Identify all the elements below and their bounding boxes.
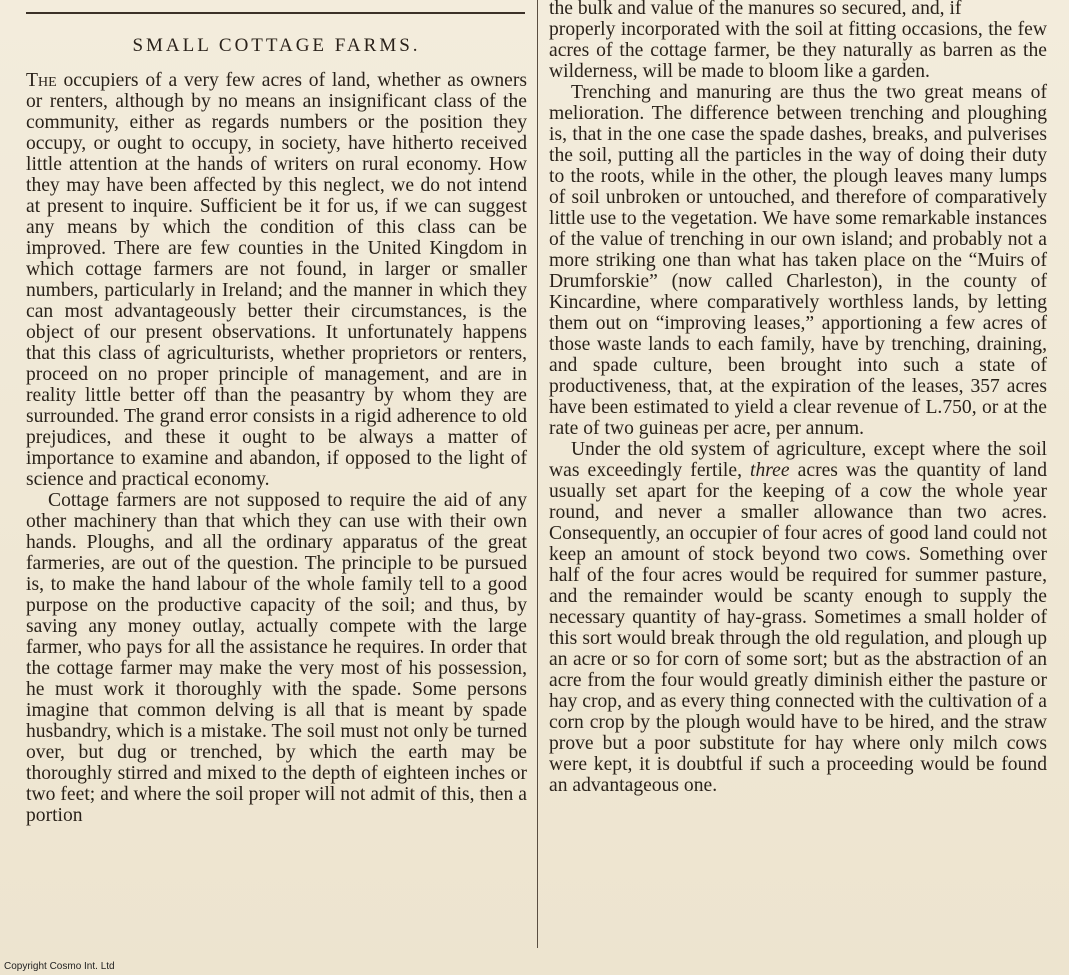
paragraph-4: Trenching and manuring are thus the two great means of melioration. The difference between trenching and ploughing is, that in the one case the spade dashes, breaks, and pulverises the soil, putting all the particles in the way of doing their duty to the roots, while in the other, the plough leaves many lumps of soil unbroken or untouched, and therefore of comparatively little use to the vegetation. We have some remarkable instances of the value of trenching in our own island; and probably not a more striking one than what has taken place on the “Muirs of Drumforskie” (now called Charleston), in the county of Kincardine, where comparatively worthless lands, by letting them out on “improving leases,” apportioning a few acres of those waste lands to each family, have by trenching, draining, and spade culture, been brought into such a state of productiveness, that, at the expiration of the leases, 357 acres have been estimated to yield a clear revenue of L.750, or at the rate of two guineas per acre, per annum. bbox=[549, 82, 1047, 439]
paragraph-5-text-a: Under the old system of agriculture, except where the soil was exceedingly fertile, bbox=[549, 439, 1047, 481]
left-column bbox=[26, 70, 527, 826]
paragraph-1-text: occupiers of a very few acres of land, whether as owners or renters, although by no means an insignificant class of the community, either as regards numbers or the position they occupy, or ought to occupy, in society, have hitherto received little attention at the hands of writers on rural economy. How they may have been affected by this neglect, we do not intend at present to inquire. Sufficient be it for us, if we can suggest any means by which the condition of this class can be improved. There are few counties in the United Kingdom in which cottage farmers are not found, in larger or smaller numbers, particularly in Ireland; and the manner in which they can most advantageously better their circumstances, is the object of our present observations. It unfortunately happens that this class of agriculturists, whether proprietors or renters, proceed on no proper principle of management, and are in reality little better off than the peasantry by whom they are surrounded. The grand error consists in a rigid adherence to old prejudices, and these it ought to be always a matter of importance to examine and abandon, if opposed to the light of science and practical economy. bbox=[26, 70, 527, 490]
right-column bbox=[549, 0, 1047, 796]
continued-line: the bulk and value of the manures so secured, and, if bbox=[549, 0, 962, 19]
copyright-watermark: Copyright Cosmo Int. Ltd bbox=[4, 961, 115, 972]
column-divider bbox=[537, 0, 538, 948]
paragraph-5-text-b: acres was the quantity of land usually set apart for the keeping of a cow the whole year round, and never a smaller allowance than two acres. Consequently, an occupier of four acres of good land could not keep an amount of stock beyond two cows. Something over half of the four acres would be required for summer pasture, and the remainder would be scanty enough to supply the necessary quantity of hay-grass. Sometimes a small holder of this sort would break through the old regulation, and plough up an acre or so for corn of some sort; but as the abstraction of an acre from the four would greatly diminish either the pasture or hay crop, and as every thing connected with the cultivation of a corn crop by the plough would have to be hired, and the straw prove but a poor substitute for hay where only milch cows were kept, it is doubtful if such a proceeding would be found an advantageous one. bbox=[549, 460, 1047, 796]
paragraph-2: Cottage farmers are not supposed to require the aid of any other machinery than that which they can use with their own hands. Ploughs, and all the ordinary apparatus of the great farmeries, are out of the question. The principle to be pursued is, to make the hand labour of the whole family tell to a good purpose on the productive capacity of the soil; and thus, by saving any money outlay, actually compete with the large farmer, who pays for all the assistance he requires. In order that the cottage farmer may make the very most of his possession, he must work it thoroughly with the spade. Some persons imagine that common delving is all that is meant by spade husbandry, which is a mistake. The soil must not only be turned over, but dug or trenched, by which the earth may be thoroughly stirred and mixed to the depth of eighteen inches or two feet; and where the soil proper will not admit of this, then a portion bbox=[26, 490, 527, 826]
top-rule bbox=[26, 12, 525, 14]
paragraph-3: properly incorporated with the soil at fitting occasions, the few acres of the cottage farmer, be they naturally as barren as the wilderness, will be made to bloom like a garden. bbox=[549, 19, 1047, 82]
paragraph-5 bbox=[549, 439, 1047, 796]
lead-word: The bbox=[26, 70, 57, 91]
emphasis-three: three bbox=[750, 460, 790, 481]
paragraph-1 bbox=[26, 70, 527, 490]
article-title: SMALL COTTAGE FARMS. bbox=[132, 35, 421, 56]
